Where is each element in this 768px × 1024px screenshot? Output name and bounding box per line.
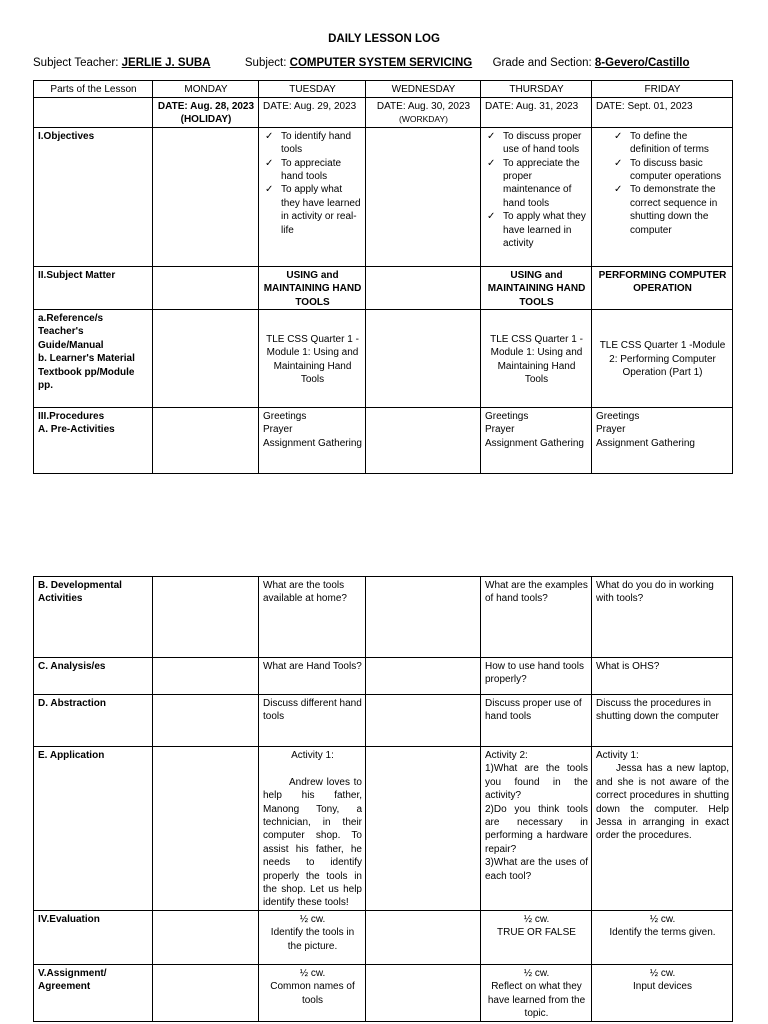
subject-matter-thursday: USING and MAINTAINING HAND TOOLS (481, 266, 592, 309)
date-wednesday: DATE: Aug. 30, 2023 (WORKDAY) (366, 98, 481, 128)
references-monday (153, 310, 259, 408)
analysis-row (34, 658, 733, 695)
subject-matter-monday (153, 266, 259, 309)
analysis-label: C. Analysis/es (34, 658, 153, 695)
analysis-wednesday (366, 658, 481, 695)
procedures-wednesday (366, 408, 481, 474)
assignment-friday: ½ cw. Input devices (592, 964, 733, 1021)
references-label: a.Reference/s Teacher's Guide/Manual b. Learner's Material Textbook pp/Module pp. (34, 310, 153, 408)
objectives-wednesday (366, 127, 481, 266)
abstraction-label: D. Abstraction (34, 695, 153, 747)
application-tuesday: Activity 1: Andrew loves to help his father, Manong Tony, a technician, in their computer shop. To assist his father, he needs to identify properly the tools in the shop. Let us help identify these tools! (259, 747, 366, 911)
evaluation-row (34, 910, 733, 964)
developmental-monday (153, 577, 259, 658)
subject-matter-label: II.Subject Matter (34, 266, 153, 309)
references-friday: TLE CSS Quarter 1 -Module 2: Performing Computer Operation (Part 1) (592, 310, 733, 408)
objective-item: ✓ To discuss proper use of hand tools (485, 130, 588, 157)
col-header-friday: FRIDAY (592, 81, 733, 98)
procedures-tuesday: Greetings Prayer Assignment Gathering (259, 408, 366, 474)
application-friday: Activity 1: Jessa has a new laptop, and she is not aware of the correct procedures in shutting down the computer. Help Jessa in arranging in exact order the procedures. (592, 747, 733, 911)
subject-matter-tuesday: USING and MAINTAINING HAND TOOLS (259, 266, 366, 309)
date-thursday: DATE: Aug. 31, 2023 (481, 98, 592, 128)
page-title: DAILY LESSON LOG (328, 33, 440, 45)
evaluation-thursday: ½ cw. TRUE OR FALSE (481, 910, 592, 964)
abstraction-monday (153, 695, 259, 747)
subject-matter-friday: PERFORMING COMPUTER OPERATION (592, 266, 733, 309)
abstraction-thursday: Discuss proper use of hand tools (481, 695, 592, 747)
col-header-thursday: THURSDAY (481, 81, 592, 98)
header-info-line (33, 57, 690, 69)
abstraction-friday: Discuss the procedures in shutting down the computer (592, 695, 733, 747)
subject-matter-row (34, 266, 733, 309)
grade-section: 8-Gevero/Castillo (594, 57, 690, 69)
references-tuesday: TLE CSS Quarter 1 - Module 1: Using and Maintaining Hand Tools (259, 310, 366, 408)
date-row-label (34, 98, 153, 128)
abstraction-row (34, 695, 733, 747)
objectives-thursday (481, 127, 592, 266)
application-monday (153, 747, 259, 911)
references-thursday: TLE CSS Quarter 1 - Module 1: Using and Maintaining Hand Tools (481, 310, 592, 408)
lesson-log-table-lower (33, 576, 733, 1022)
subject-label: Subject: (244, 57, 287, 69)
objectives-row (34, 127, 733, 266)
procedures-monday (153, 408, 259, 474)
references-wednesday (366, 310, 481, 408)
objective-item: ✓ To identify hand tools (263, 130, 362, 157)
evaluation-wednesday (366, 910, 481, 964)
date-tuesday: DATE: Aug. 29, 2023 (259, 98, 366, 128)
date-monday: DATE: Aug. 28, 2023 (HOLIDAY) (153, 98, 259, 128)
developmental-label: B. Developmental Activities (34, 577, 153, 658)
developmental-thursday: What are the examples of hand tools? (481, 577, 592, 658)
application-wednesday (366, 747, 481, 911)
procedures-thursday: Greetings Prayer Assignment Gathering (481, 408, 592, 474)
objectives-tuesday (259, 127, 366, 266)
objective-item: ✓ To discuss basic computer operations (612, 157, 729, 184)
procedures-row (34, 408, 733, 474)
teacher-label: Subject Teacher: (33, 57, 119, 69)
analysis-friday: What is OHS? (592, 658, 733, 695)
lesson-log-table-upper (33, 80, 733, 474)
subject-matter-wednesday (366, 266, 481, 309)
procedures-friday: Greetings Prayer Assignment Gathering (592, 408, 733, 474)
developmental-wednesday (366, 577, 481, 658)
objective-item: ✓ To appreciate hand tools (263, 157, 362, 184)
subject-name: COMPUTER SYSTEM SERVICING (289, 57, 473, 69)
procedures-label: III.Procedures A. Pre-Activities (34, 408, 153, 474)
assignment-thursday: ½ cw. Reflect on what they have learned from the topic. (481, 964, 592, 1021)
analysis-monday (153, 658, 259, 695)
developmental-row (34, 577, 733, 658)
assignment-wednesday (366, 964, 481, 1021)
date-friday: DATE: Sept. 01, 2023 (592, 98, 733, 128)
objectives-label: I.Objectives (34, 127, 153, 266)
application-label: E. Application (34, 747, 153, 911)
evaluation-friday: ½ cw. Identify the terms given. (592, 910, 733, 964)
col-header-monday: MONDAY (153, 81, 259, 98)
evaluation-monday (153, 910, 259, 964)
objective-item: ✓ To apply what they have learned in activity (485, 210, 588, 250)
application-row (34, 747, 733, 911)
col-header-parts: Parts of the Lesson (34, 81, 153, 98)
col-header-tuesday: TUESDAY (259, 81, 366, 98)
teacher-name: JERLIE J. SUBA (121, 57, 211, 69)
developmental-tuesday: What are the tools available at home? (259, 577, 366, 658)
analysis-thursday: How to use hand tools properly? (481, 658, 592, 695)
assignment-label: V.Assignment/ Agreement (34, 964, 153, 1021)
assignment-row (34, 964, 733, 1021)
analysis-tuesday: What are Hand Tools? (259, 658, 366, 695)
header-row (34, 81, 733, 98)
grade-label: Grade and Section: (492, 57, 592, 69)
assignment-tuesday: ½ cw. Common names of tools (259, 964, 366, 1021)
assignment-monday (153, 964, 259, 1021)
application-thursday: Activity 2: 1)What are the tools you found in the activity? 2)Do you think tools are necessary in performing a hardware repair? 3)What are the uses of each tool? (481, 747, 592, 911)
objective-item: ✓ To appreciate the proper maintenance of hand tools (485, 157, 588, 211)
abstraction-tuesday: Discuss different hand tools (259, 695, 366, 747)
date-row (34, 98, 733, 128)
developmental-friday: What do you do in working with tools? (592, 577, 733, 658)
objective-item: ✓ To apply what they have learned in activity or real-life (263, 183, 362, 237)
references-row (34, 310, 733, 408)
objective-item: ✓ To demonstrate the correct sequence in shutting down the computer (612, 183, 729, 237)
col-header-wednesday: WEDNESDAY (366, 81, 481, 98)
objective-item: ✓ To define the definition of terms (612, 130, 729, 157)
abstraction-wednesday (366, 695, 481, 747)
objectives-friday (592, 127, 733, 266)
evaluation-tuesday: ½ cw. Identify the tools in the picture. (259, 910, 366, 964)
evaluation-label: IV.Evaluation (34, 910, 153, 964)
objectives-monday (153, 127, 259, 266)
